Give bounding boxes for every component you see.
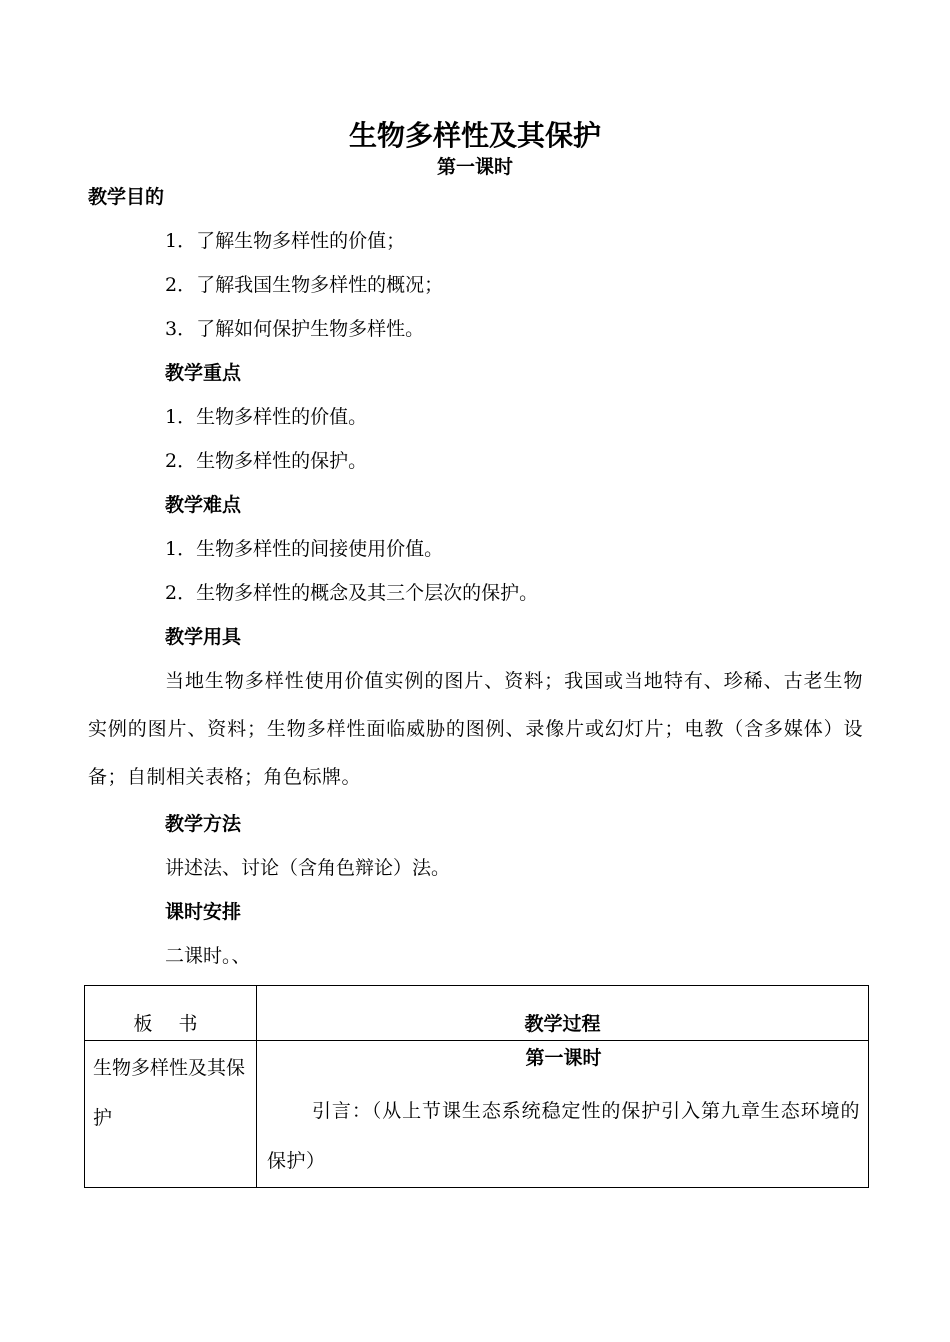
- objective-item: 3．了解如何保护生物多样性。: [165, 318, 425, 340]
- schedule-heading: 课时安排: [165, 901, 242, 923]
- tools-paragraph: 当地生物多样性使用价值实例的图片、资料；我国或当地特有、珍稀、古老生物实例的图片、资料；生物多样性面临威胁的图例、录像片或幻灯片；电教（含多媒体）设备；自制相关表格；角色标牌。: [88, 670, 863, 788]
- intro-text: 引言：（从上节课生态系统稳定性的保护引入第九章生态环境的保护）: [267, 1100, 860, 1172]
- key-point-item: 1．生物多样性的价值。: [165, 406, 368, 428]
- process-column-header: [257, 986, 869, 1041]
- process-header-label: 教学过程: [524, 1013, 601, 1035]
- table-header-row: [85, 986, 869, 1041]
- methods-heading: 教学方法: [165, 813, 242, 835]
- board-text: 生物多样性及其保护: [93, 1057, 246, 1129]
- difficulties-heading: 教学难点: [165, 494, 242, 516]
- document-title: 生物多样性及其保护: [348, 119, 601, 152]
- tools-heading: 教学用具: [165, 626, 242, 648]
- key-points-heading: 教学重点: [165, 362, 242, 384]
- objective-item: 1．了解生物多样性的价值；: [165, 230, 406, 252]
- lesson-table: [84, 985, 869, 1188]
- board-cell: [85, 1041, 257, 1188]
- board-column-header: [85, 986, 257, 1041]
- table-row: [85, 1041, 869, 1188]
- methods-text: 讲述法、讨论（含角色辩论）法。: [165, 857, 451, 879]
- document-subtitle: 第一课时: [436, 156, 513, 178]
- schedule-text: 二课时。、: [165, 945, 251, 967]
- period-heading: 第一课时: [525, 1047, 602, 1069]
- difficulty-item: 1．生物多样性的间接使用价值。: [165, 538, 444, 560]
- difficulty-item: 2．生物多样性的概念及其三个层次的保护。: [165, 582, 539, 604]
- objective-item: 2．了解我国生物多样性的概况；: [165, 274, 444, 296]
- key-point-item: 2．生物多样性的保护。: [165, 450, 368, 472]
- board-header-label: 板 书: [133, 1013, 208, 1035]
- objectives-heading: 教学目的: [88, 186, 165, 208]
- process-cell: [257, 1041, 869, 1188]
